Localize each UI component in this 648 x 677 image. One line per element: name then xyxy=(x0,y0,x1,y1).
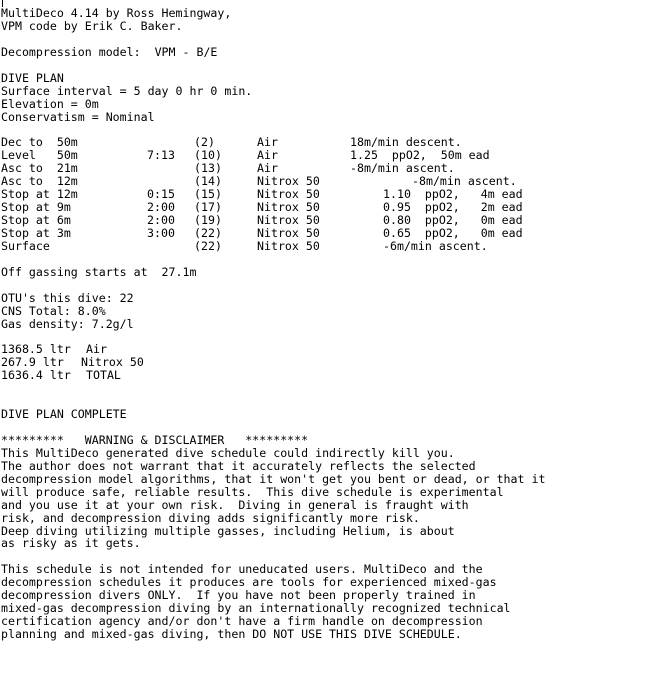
segment-gas: Nitrox 50 xyxy=(257,187,320,202)
segment-depth: Dec to 50m xyxy=(1,135,78,150)
segment-runtime: 0:15 xyxy=(147,187,175,202)
cns-stat: CNS Total: 8.0% xyxy=(1,303,106,318)
spacer xyxy=(1,123,647,136)
segment-depth: Asc to 21m xyxy=(1,161,78,176)
disclaimer-line: risk, and decompression diving adds significantly more risk. xyxy=(1,510,420,525)
segment-depth: Stop at 6m 2:00 xyxy=(1,213,175,227)
segment-row xyxy=(1,175,647,188)
segment-info: 1.25 ppO2, 50m ead xyxy=(350,148,490,163)
gas-amount: 1368.5 ltr xyxy=(1,342,71,357)
decompression-model-line xyxy=(1,46,647,59)
segment-row xyxy=(1,188,647,201)
model-value: VPM - B/E xyxy=(154,44,218,59)
segment-info: -8m/min ascent. xyxy=(350,161,455,176)
conservatism: Conservatism = Nominal xyxy=(1,109,155,124)
gas-name: TOTAL xyxy=(86,368,121,383)
segment-runtime-index: (15) xyxy=(194,187,222,202)
segment-row xyxy=(1,214,647,227)
segment-gas: Nitrox 50 xyxy=(257,213,320,227)
gas-amount: 1636.4 ltr xyxy=(1,368,71,383)
segment-gas: Nitrox 50 xyxy=(257,238,320,253)
disclaimer-line: This MultiDeco generated dive schedule could indirectly kill you. xyxy=(1,445,455,460)
segment-depth: Asc to 12m xyxy=(1,174,78,189)
otu-stat: OTU's this dive: 22 xyxy=(1,290,134,305)
off-gassing-line: Off gassing starts at 27.1m xyxy=(1,264,197,279)
segment-runtime: 2:00 xyxy=(147,200,175,215)
segment-runtime-index: (10) xyxy=(194,148,222,163)
disclaimer-paragraph-1 xyxy=(1,447,647,551)
segment-gas: Nitrox 50 xyxy=(257,174,320,189)
dive-plan-document[interactable] xyxy=(1,7,647,641)
segment-row xyxy=(1,201,647,214)
segment-depth: Stop at 12m 0:15 xyxy=(1,187,175,202)
segment-gas: Air xyxy=(257,161,278,176)
disclaimer-line: mixed-gas decompression diving by an internationally recognized technical xyxy=(1,601,511,616)
segment-gas: Air xyxy=(257,148,278,163)
gas-name: Air xyxy=(86,342,107,357)
segment-info: -6m/min ascent. xyxy=(383,238,488,253)
dive-plan-title: DIVE PLAN xyxy=(1,70,64,85)
segment-runtime: 7:13 xyxy=(147,148,175,163)
gas-usage-row xyxy=(1,369,647,382)
disclaimer-line: decompression divers ONLY. If you have not been properly trained in xyxy=(1,588,476,603)
segment-info: -8m/min ascent. xyxy=(412,174,517,189)
segment-row xyxy=(1,136,647,149)
segment-depth: Level 50m 7:13 xyxy=(1,148,175,163)
segment-runtime: 3:00 xyxy=(147,225,175,240)
spacer xyxy=(1,279,647,292)
header-line-2: VPM code by Erik C. Baker. xyxy=(1,18,183,33)
disclaimer-line: certification agency and/or don't have a firm handle on decompression xyxy=(1,614,483,629)
disclaimer-line: This schedule is not intended for uneducated users. MultiDeco and the xyxy=(1,562,483,577)
disclaimer-paragraph-2 xyxy=(1,563,647,641)
disclaimer-line: Deep diving utilizing multiple gasses, including Helium, is about xyxy=(1,523,455,538)
gas-usage-list xyxy=(1,343,647,382)
segment-runtime-index: (13) xyxy=(194,161,222,176)
segment-runtime-index: (22) xyxy=(194,238,222,253)
segment-runtime: 2:00 xyxy=(147,213,175,227)
header-line-1: MultiDeco 4.14 by Ross Hemingway, xyxy=(1,6,232,20)
gas-density-stat: Gas density: 7.2g/l xyxy=(1,316,134,331)
disclaimer-title: ********* WARNING & DISCLAIMER ********* xyxy=(1,432,309,447)
disclaimer-line: and you use it at your own risk. Diving in general is fraught with xyxy=(1,497,469,512)
gas-name: Nitrox 50 xyxy=(81,355,144,370)
segment-info: 18m/min descent. xyxy=(350,135,462,150)
segment-runtime-index: (2) xyxy=(194,135,215,150)
spacer xyxy=(1,59,647,72)
segment-row xyxy=(1,240,647,253)
disclaimer-line: planning and mixed-gas diving, then DO NOT USE THIS DIVE SCHEDULE. xyxy=(1,627,462,641)
segment-row xyxy=(1,149,647,162)
segment-row xyxy=(1,227,647,240)
segment-info: 0.80 ppO2, 0m ead xyxy=(383,213,523,227)
segment-runtime-index: (22) xyxy=(194,225,222,240)
segment-gas: Nitrox 50 xyxy=(257,200,320,215)
segment-gas: Air xyxy=(257,135,278,150)
disclaimer-line: The author does not warrant that it accurately reflects the selected xyxy=(1,458,476,473)
elevation: Elevation = 0m xyxy=(1,96,99,111)
disclaimer-line: as risky as it gets. xyxy=(1,536,141,551)
segment-info: 1.10 ppO2, 4m ead xyxy=(383,187,523,202)
segment-runtime-index: (14) xyxy=(194,174,222,189)
segment-table xyxy=(1,136,647,252)
disclaimer-line: decompression schedules it produces are tools for experienced mixed-gas xyxy=(1,575,497,590)
segment-runtime-index: (17) xyxy=(194,200,222,215)
spacer xyxy=(1,253,647,266)
segment-depth: Stop at 3m 3:00 xyxy=(1,225,175,240)
segment-row xyxy=(1,162,647,175)
dive-plan-complete: DIVE PLAN COMPLETE xyxy=(1,407,127,422)
gas-amount: 267.9 ltr xyxy=(1,355,64,370)
disclaimer-line: decompression model algorithms, that it won't get you bent or dead, or that it xyxy=(1,471,546,486)
disclaimer-line: will produce safe, reliable results. This dive schedule is experimental xyxy=(1,484,504,499)
segment-runtime-index: (19) xyxy=(194,213,222,227)
segment-info: 0.95 ppO2, 2m ead xyxy=(383,200,523,215)
segment-depth: Surface xyxy=(1,238,50,253)
segment-info: 0.65 ppO2, 0m ead xyxy=(383,225,523,240)
segment-gas: Nitrox 50 xyxy=(257,225,320,240)
spacer xyxy=(1,382,647,395)
surface-interval: Surface interval = 5 day 0 hr 0 min. xyxy=(1,83,253,98)
segment-depth: Stop at 9m 2:00 xyxy=(1,200,175,215)
model-label: Decompression model: xyxy=(1,44,141,59)
spacer xyxy=(1,421,647,434)
